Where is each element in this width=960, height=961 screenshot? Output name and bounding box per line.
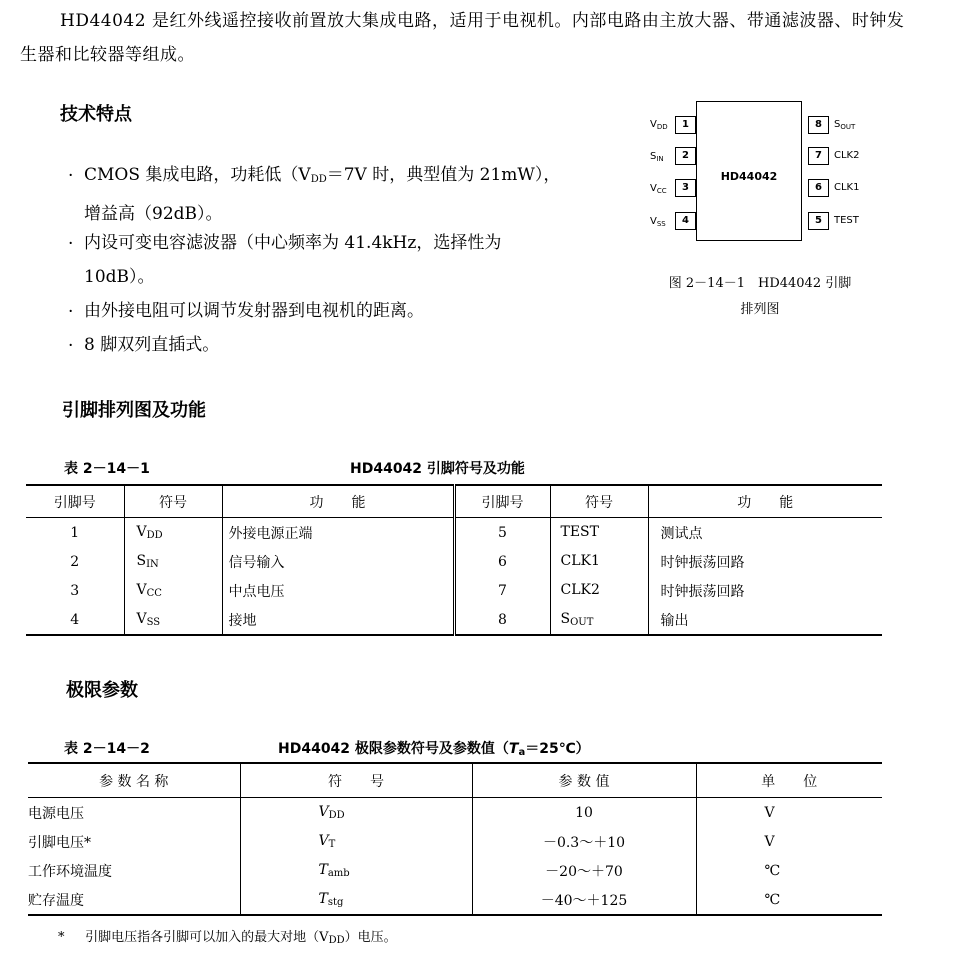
bullet-2: ·	[68, 234, 74, 254]
bullet-4: ·	[68, 336, 74, 356]
pin-8-box: 8	[808, 116, 829, 134]
table1-label: 表 2－14－1	[64, 461, 150, 477]
col-function: 功 能	[222, 485, 454, 518]
pin-2-box: 2	[675, 147, 696, 165]
footnote: * 引脚电压指各引脚可以加入的最大对地$(V_{DD})$电压。	[58, 930, 397, 946]
right-pin-name-8: $S_{OUT}$	[834, 119, 856, 131]
left-pin-name-3: $V_{CC}$	[650, 183, 667, 195]
pin-function-table	[26, 484, 882, 636]
table-row: 贮存温度 $T_{stg}$ －40～＋125 ℃	[28, 885, 882, 915]
right-pin-name-6: CLK1	[834, 182, 860, 193]
table-row: 1 $V_{DD}$ 外接电源正端 5 TEST 测试点	[26, 518, 882, 548]
col-param-name: 参 数 名 称	[28, 763, 240, 798]
table1-title: HD44042 引脚符号及功能	[350, 461, 525, 477]
pin-6-box: 6	[808, 179, 829, 197]
feature-item-1: CMOS 集成电路，功耗低（$V_{DD}=7V$ 时，典型值为 21mW）， 增益高（92dB）。	[84, 165, 561, 224]
limits-heading: 极限参数	[66, 680, 138, 701]
feature-item-4: 8 脚双列直插式。	[84, 335, 220, 355]
col-param-symbol: 符 号	[240, 763, 472, 798]
table-row: 3 $V_{CC}$ 中点电压 7 CLK2 时钟振荡回路	[26, 576, 882, 605]
chip-name: HD44042	[720, 170, 778, 183]
table2-label: 表 2－14－2	[64, 741, 150, 757]
pin-1-box: 1	[675, 116, 696, 134]
table2-title: HD44042 极限参数符号及参数值$(T_a=25℃)$	[278, 741, 590, 758]
col-function-2: 功 能	[737, 494, 794, 511]
table-row: 工作环境温度 $T_{amb}$ －20～＋70 ℃	[28, 856, 882, 885]
left-pin-name-4: $V_{SS}$	[650, 216, 666, 228]
right-pin-name-7: CLK2	[834, 150, 860, 161]
table-row: 4 $V_{SS}$ 接地 8 $S_{OUT}$ 输出	[26, 605, 882, 635]
limit-parameters-table	[28, 762, 882, 916]
col-pin-number: 引脚号	[26, 485, 124, 518]
diagram-caption-line2: 排列图	[740, 302, 780, 317]
col-pin-number-2: 引脚号	[454, 485, 550, 518]
pin-4-box: 4	[675, 212, 696, 230]
feature-item-3: 由外接电阻可以调节发射器到电视机的距离。	[84, 301, 424, 321]
col-param-unit: 单 位	[761, 773, 818, 790]
footnote-star: *	[58, 930, 65, 945]
features-heading: 技术特点	[60, 104, 132, 125]
table-row: 引脚电压* $V_T$ －0.3～＋10 V	[28, 827, 882, 856]
col-symbol-2: 符号	[550, 485, 648, 518]
diagram-caption-line1: 图 2－14－1 HD44042 引脚	[668, 276, 852, 291]
intro-paragraph: HD44042 是红外线遥控接收前置放大集成电路，适用于电视机。内部电路由主放大器、带通滤波器、时钟发生器和比较器等组成。	[20, 11, 905, 65]
left-pin-name-1: $V_{DD}$	[650, 119, 668, 131]
table-row: 2 $S_{IN}$ 信号输入 6 CLK1 时钟振荡回路	[26, 547, 882, 576]
bullet-3: ·	[68, 302, 74, 322]
col-symbol: 符号	[124, 485, 222, 518]
feature-item-2: 内设可变电容滤波器（中心频率为 41.4kHz，选择性为 10dB）。	[84, 233, 502, 287]
col-param-value: 参 数 值	[472, 763, 696, 798]
left-pin-name-2: $S_{IN}$	[650, 151, 664, 163]
right-pin-name-5: TEST	[834, 215, 859, 226]
bullet-1: ·	[68, 166, 74, 186]
pin-7-box: 7	[808, 147, 829, 165]
table-row: 电源电压 $V_{DD}$ 10 V	[28, 798, 882, 828]
pin-5-box: 5	[808, 212, 829, 230]
pin-3-box: 3	[675, 179, 696, 197]
pinout-heading: 引脚排列图及功能	[62, 400, 206, 421]
